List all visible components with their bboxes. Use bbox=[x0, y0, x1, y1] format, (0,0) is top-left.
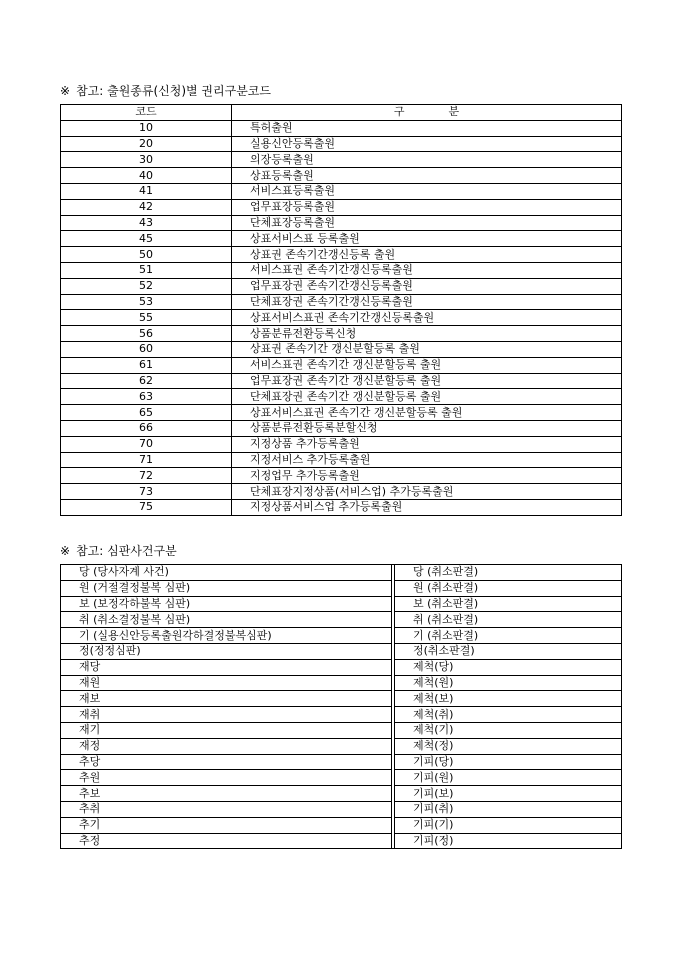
section1-title-text: 참고: 출원종류(신청)별 권리구분코드 bbox=[76, 84, 271, 98]
judgment-type-cell: 제척(기) bbox=[395, 722, 622, 738]
code-cell: 75 bbox=[61, 499, 232, 515]
case-type-cell: 추정 bbox=[61, 833, 392, 849]
division-cell: 의장등록출원 bbox=[232, 152, 622, 168]
case-type-cell: 정(정정심판) bbox=[61, 643, 392, 659]
table-row bbox=[61, 801, 622, 817]
reference-mark: ※ bbox=[60, 544, 71, 558]
judgment-type-cell: 제척(취) bbox=[395, 707, 622, 723]
table-row bbox=[61, 738, 622, 754]
trial-case-table bbox=[60, 564, 622, 849]
code-cell: 73 bbox=[61, 484, 232, 500]
judgment-type-cell: 기피(원) bbox=[395, 770, 622, 786]
division-cell: 단체표장등록출원 bbox=[232, 215, 622, 231]
case-type-cell: 추당 bbox=[61, 754, 392, 770]
judgment-type-cell: 기피(취) bbox=[395, 801, 622, 817]
judgment-type-cell: 보 (취소판결) bbox=[395, 596, 622, 612]
table-row bbox=[61, 628, 622, 644]
case-type-cell: 재정 bbox=[61, 738, 392, 754]
section1-title bbox=[60, 82, 271, 99]
table-row bbox=[61, 405, 622, 421]
table-row bbox=[61, 754, 622, 770]
table-row bbox=[61, 278, 622, 294]
table-row bbox=[61, 484, 622, 500]
table-row bbox=[61, 152, 622, 168]
table-row bbox=[61, 310, 622, 326]
division-cell: 상표등록출원 bbox=[232, 168, 622, 184]
division-cell: 서비스표권 존속기간갱신등록출원 bbox=[232, 262, 622, 278]
division-cell: 상표서비스표 등록출원 bbox=[232, 231, 622, 247]
code-cell: 40 bbox=[61, 168, 232, 184]
judgment-type-cell: 기피(당) bbox=[395, 754, 622, 770]
division-cell: 상표서비스표권 존속기간 갱신분할등록 출원 bbox=[232, 405, 622, 421]
judgment-type-cell: 당 (취소판결) bbox=[395, 565, 622, 581]
division-cell: 지정서비스 추가등록출원 bbox=[232, 452, 622, 468]
case-type-cell: 재원 bbox=[61, 675, 392, 691]
division-cell: 단체표장지정상품(서비스업) 추가등록출원 bbox=[232, 484, 622, 500]
table-row bbox=[61, 452, 622, 468]
judgment-type-cell: 기 (취소판결) bbox=[395, 628, 622, 644]
case-type-cell: 원 (거절결정불복 심판) bbox=[61, 580, 392, 596]
division-cell: 상품분류전환등록신청 bbox=[232, 326, 622, 342]
table-row bbox=[61, 833, 622, 849]
code-cell: 55 bbox=[61, 310, 232, 326]
case-type-cell: 보 (보정각하불복 심판) bbox=[61, 596, 392, 612]
table-header-row bbox=[61, 105, 622, 121]
table-row bbox=[61, 817, 622, 833]
case-type-cell: 재당 bbox=[61, 659, 392, 675]
division-cell: 업무표장등록출원 bbox=[232, 199, 622, 215]
table-row bbox=[61, 436, 622, 452]
division-cell: 지정상품 추가등록출원 bbox=[232, 436, 622, 452]
judgment-type-cell: 원 (취소판결) bbox=[395, 580, 622, 596]
case-type-cell: 추보 bbox=[61, 786, 392, 802]
code-cell: 56 bbox=[61, 326, 232, 342]
case-type-cell: 추취 bbox=[61, 801, 392, 817]
judgment-type-cell: 제척(정) bbox=[395, 738, 622, 754]
code-cell: 63 bbox=[61, 389, 232, 405]
judgment-type-cell: 기피(정) bbox=[395, 833, 622, 849]
division-cell: 특허출원 bbox=[232, 120, 622, 136]
rights-code-table-body bbox=[61, 120, 622, 515]
table-row bbox=[61, 691, 622, 707]
table-row bbox=[61, 326, 622, 342]
table-row bbox=[61, 468, 622, 484]
table-row bbox=[61, 786, 622, 802]
division-cell: 상표권 존속기간갱신등록 출원 bbox=[232, 247, 622, 263]
case-type-cell: 추원 bbox=[61, 770, 392, 786]
table-row bbox=[61, 420, 622, 436]
section2-title bbox=[60, 542, 177, 559]
table-row bbox=[61, 136, 622, 152]
code-cell: 45 bbox=[61, 231, 232, 247]
judgment-type-cell: 기피(기) bbox=[395, 817, 622, 833]
reference-mark: ※ bbox=[60, 84, 71, 98]
case-type-cell: 취 (취소결정불복 심판) bbox=[61, 612, 392, 628]
code-header: 코드 bbox=[61, 105, 232, 121]
code-cell: 43 bbox=[61, 215, 232, 231]
code-cell: 41 bbox=[61, 183, 232, 199]
division-cell: 서비스표등록출원 bbox=[232, 183, 622, 199]
division-cell: 상표권 존속기간 갱신분할등록 출원 bbox=[232, 341, 622, 357]
table-row bbox=[61, 168, 622, 184]
code-cell: 30 bbox=[61, 152, 232, 168]
code-cell: 10 bbox=[61, 120, 232, 136]
table-row bbox=[61, 120, 622, 136]
judgment-type-cell: 제척(원) bbox=[395, 675, 622, 691]
code-cell: 65 bbox=[61, 405, 232, 421]
division-cell: 상표서비스표권 존속기간갱신등록출원 bbox=[232, 310, 622, 326]
rights-code-table bbox=[60, 104, 622, 516]
code-cell: 71 bbox=[61, 452, 232, 468]
table-row bbox=[61, 659, 622, 675]
judgment-type-cell: 기피(보) bbox=[395, 786, 622, 802]
case-type-cell: 당 (당사자계 사건) bbox=[61, 565, 392, 581]
table-row bbox=[61, 183, 622, 199]
judgment-type-cell: 제척(당) bbox=[395, 659, 622, 675]
code-cell: 70 bbox=[61, 436, 232, 452]
division-header: 구 분 bbox=[232, 105, 622, 121]
judgment-type-cell: 취 (취소판결) bbox=[395, 612, 622, 628]
table-row bbox=[61, 294, 622, 310]
table-row bbox=[61, 643, 622, 659]
table-row bbox=[61, 215, 622, 231]
table-row bbox=[61, 499, 622, 515]
table-row bbox=[61, 357, 622, 373]
division-cell: 서비스표권 존속기간 갱신분할등록 출원 bbox=[232, 357, 622, 373]
code-cell: 61 bbox=[61, 357, 232, 373]
code-cell: 50 bbox=[61, 247, 232, 263]
code-cell: 60 bbox=[61, 341, 232, 357]
code-cell: 42 bbox=[61, 199, 232, 215]
section2-title-text: 참고: 심판사건구분 bbox=[76, 544, 177, 558]
code-cell: 53 bbox=[61, 294, 232, 310]
table-row bbox=[61, 612, 622, 628]
division-cell: 단체표장권 존속기간갱신등록출원 bbox=[232, 294, 622, 310]
division-cell: 단체표장권 존속기간 갱신분할등록 출원 bbox=[232, 389, 622, 405]
judgment-type-cell: 제척(보) bbox=[395, 691, 622, 707]
division-cell: 지정상품서비스업 추가등록출원 bbox=[232, 499, 622, 515]
table-row bbox=[61, 199, 622, 215]
division-cell: 업무표장권 존속기간 갱신분할등록 출원 bbox=[232, 373, 622, 389]
case-type-cell: 추기 bbox=[61, 817, 392, 833]
table-row bbox=[61, 707, 622, 723]
division-cell: 업무표장권 존속기간갱신등록출원 bbox=[232, 278, 622, 294]
judgment-type-cell: 정(취소판결) bbox=[395, 643, 622, 659]
case-type-cell: 재보 bbox=[61, 691, 392, 707]
division-cell: 상품분류전환등록분할신청 bbox=[232, 420, 622, 436]
table-row bbox=[61, 373, 622, 389]
table-row bbox=[61, 565, 622, 581]
table-row bbox=[61, 262, 622, 278]
code-cell: 62 bbox=[61, 373, 232, 389]
table-row bbox=[61, 231, 622, 247]
table-row bbox=[61, 580, 622, 596]
case-type-cell: 기 (실용신안등록출원각하결정불복심판) bbox=[61, 628, 392, 644]
trial-case-table-body bbox=[61, 565, 622, 849]
table-row bbox=[61, 389, 622, 405]
case-type-cell: 재기 bbox=[61, 722, 392, 738]
table-row bbox=[61, 675, 622, 691]
code-cell: 66 bbox=[61, 420, 232, 436]
code-cell: 52 bbox=[61, 278, 232, 294]
division-cell: 실용신안등록출원 bbox=[232, 136, 622, 152]
table-row bbox=[61, 247, 622, 263]
division-cell: 지정업무 추가등록출원 bbox=[232, 468, 622, 484]
code-cell: 72 bbox=[61, 468, 232, 484]
code-cell: 51 bbox=[61, 262, 232, 278]
table-row bbox=[61, 770, 622, 786]
code-cell: 20 bbox=[61, 136, 232, 152]
case-type-cell: 재취 bbox=[61, 707, 392, 723]
table-row bbox=[61, 596, 622, 612]
table-row bbox=[61, 341, 622, 357]
table-row bbox=[61, 722, 622, 738]
